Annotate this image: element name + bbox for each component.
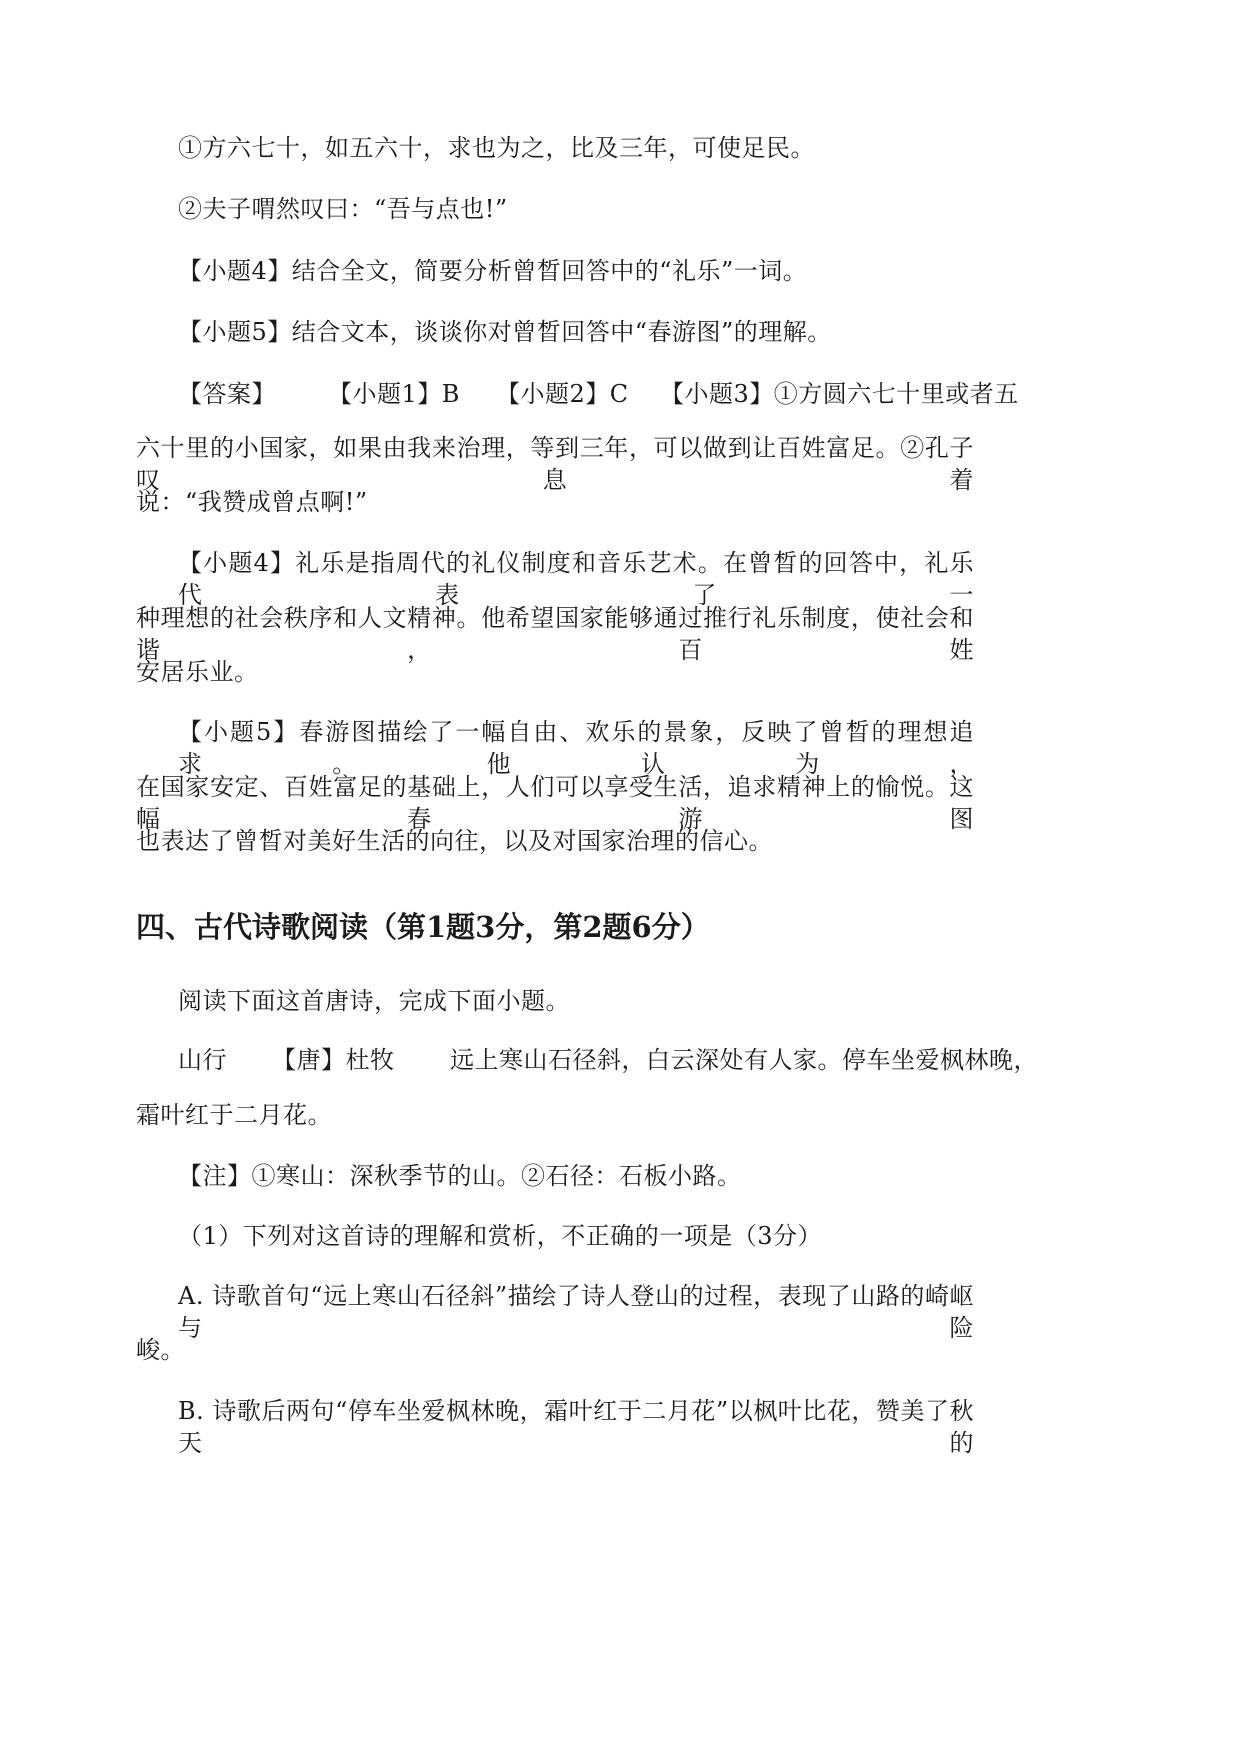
question-line: （1）下列对这首诗的理解和赏析，不正确的一项是（3分）: [178, 1222, 823, 1250]
poem-text: 远上寒山石径斜，白云深处有人家。停车坐爱枫林晚，: [450, 1046, 1038, 1074]
text-line: 阅读下面这首唐诗，完成下面小题。: [178, 987, 570, 1015]
answer-label: 【答案】: [178, 380, 276, 408]
answer-q2: 【小题2】C: [496, 380, 629, 408]
answer-line: [178, 378, 1019, 410]
text-line: ②夫子喟然叹曰：“吾与点也!”: [178, 195, 508, 223]
text-line: ①方六七十，如五六十，求也为之，比及三年，可使足民。: [178, 134, 815, 162]
question-4: 【小题4】结合全文，简要分析曾晳回答中的“礼乐”一词。: [178, 257, 808, 285]
answer-4-line: 【小题4】礼乐是指周代的礼仪制度和音乐艺术。在曾晳的回答中，礼乐代表了一: [178, 549, 974, 609]
text-line: 峻。: [136, 1336, 185, 1364]
text-line: 六十里的小国家，如果由我来治理，等到三年，可以做到让百姓富足。②孔子叹息着: [136, 434, 974, 494]
text-line: 说：“我赞成曾点啊!”: [136, 488, 368, 516]
text-line: 霜叶红于二月花。: [136, 1101, 332, 1129]
option-b: B. 诗歌后两句“停车坐爱枫林晚，霜叶红于二月花”以枫叶比花，赞美了秋天的: [178, 1397, 974, 1457]
poem-line: [178, 1044, 1038, 1076]
poem-author: 【唐】杜牧: [272, 1046, 395, 1074]
section-heading: 四、古代诗歌阅读（第1题3分，第2题6分）: [136, 910, 710, 944]
text-line: 种理想的社会秩序和人文精神。他希望国家能够通过推行礼乐制度，使社会和谐，百姓: [136, 604, 974, 664]
option-a: A. 诗歌首句“远上寒山石径斜”描绘了诗人登山的过程，表现了山路的崎岖与险: [178, 1282, 974, 1342]
answer-q3: 【小题3】①方圆六七十里或者五: [660, 380, 1019, 408]
text-line: 也表达了曾晳对美好生活的向往，以及对国家治理的信心。: [136, 827, 773, 855]
poem-title: 山行: [178, 1046, 227, 1074]
question-5: 【小题5】结合文本，谈谈你对曾晳回答中“春游图”的理解。: [178, 318, 832, 346]
text-line: 在国家安定、百姓富足的基础上，人们可以享受生活，追求精神上的愉悦。这幅春游图: [136, 773, 974, 833]
answer-q1: 【小题1】B: [328, 380, 460, 408]
text-line: 安居乐业。: [136, 658, 259, 686]
note-line: 【注】①寒山：深秋季节的山。②石径：石板小路。: [178, 1162, 742, 1190]
answer-5-line: 【小题5】春游图描绘了一幅自由、欢乐的景象，反映了曾晳的理想追求。他认为，: [178, 718, 974, 778]
